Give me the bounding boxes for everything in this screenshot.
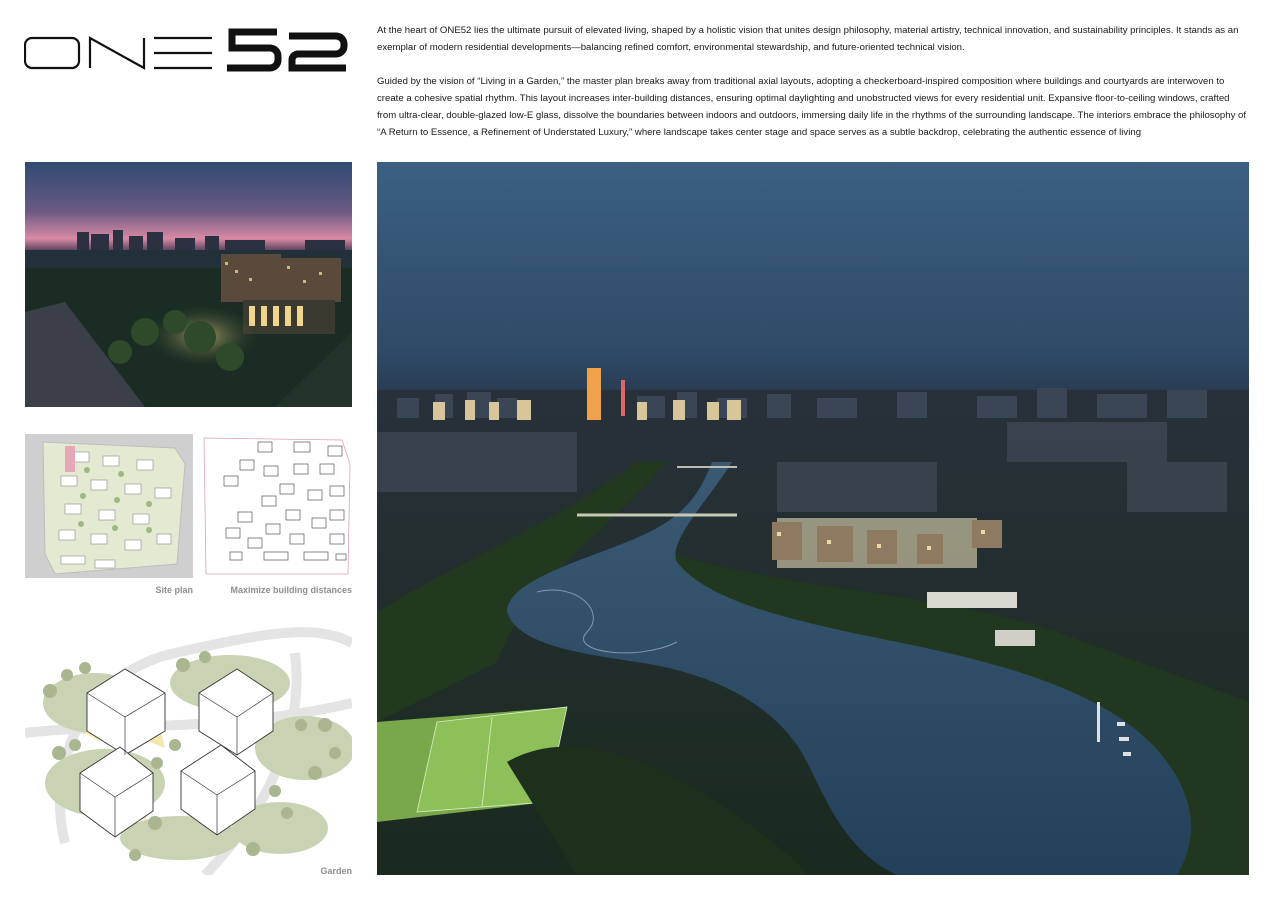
building-distances-diagram	[202, 434, 352, 578]
garden-diagram	[25, 613, 352, 875]
intro-paragraph-1: At the heart of ONE52 lies the ultimate pursuit of elevated living, shaped by a holistic vision that unites design philosophy, material artistry, technical innovation, and sustainability principles. It stands as an exemplar of modern residential developments—balancing refined comfort, environmental stewardship, and future-oriented technical vision.	[377, 25, 1239, 53]
logo-wordmark	[24, 26, 348, 72]
intro-paragraph-2: Guided by the vision of “Living in a Garden,” the master plan breaks away from traditional axial layouts, adopting a checkerboard-inspired composition where buildings and courtyards are interwoven to create a cohesive spatial rhythm. This layout increases inter-building distances, ensuring optimal daylighting and unobstructed views for every residential unit. Expansive floor-to-ceiling windows, crafted from ultra-clear, double-glazed low-E glass, dissolve the boundaries between indoors and outdoors, immersing daily life in the rhythms of the surrounding landscape. The interiors embrace the philosophy of “A Return to Essence, a Refinement of Understated Luxury,” where landscape takes center stage and space serves as a subtle backdrop, celebrating the authentic essence of living	[377, 76, 1247, 138]
caption-building-distances: Maximize building distances	[230, 585, 352, 595]
caption-garden: Garden	[320, 866, 352, 876]
site-plan-diagram	[25, 434, 193, 578]
caption-site-plan: Site plan	[155, 585, 193, 595]
project-logo	[24, 26, 348, 72]
aerial-night-photo	[377, 162, 1249, 875]
intro-text	[377, 22, 1250, 141]
dusk-photo	[25, 162, 352, 407]
